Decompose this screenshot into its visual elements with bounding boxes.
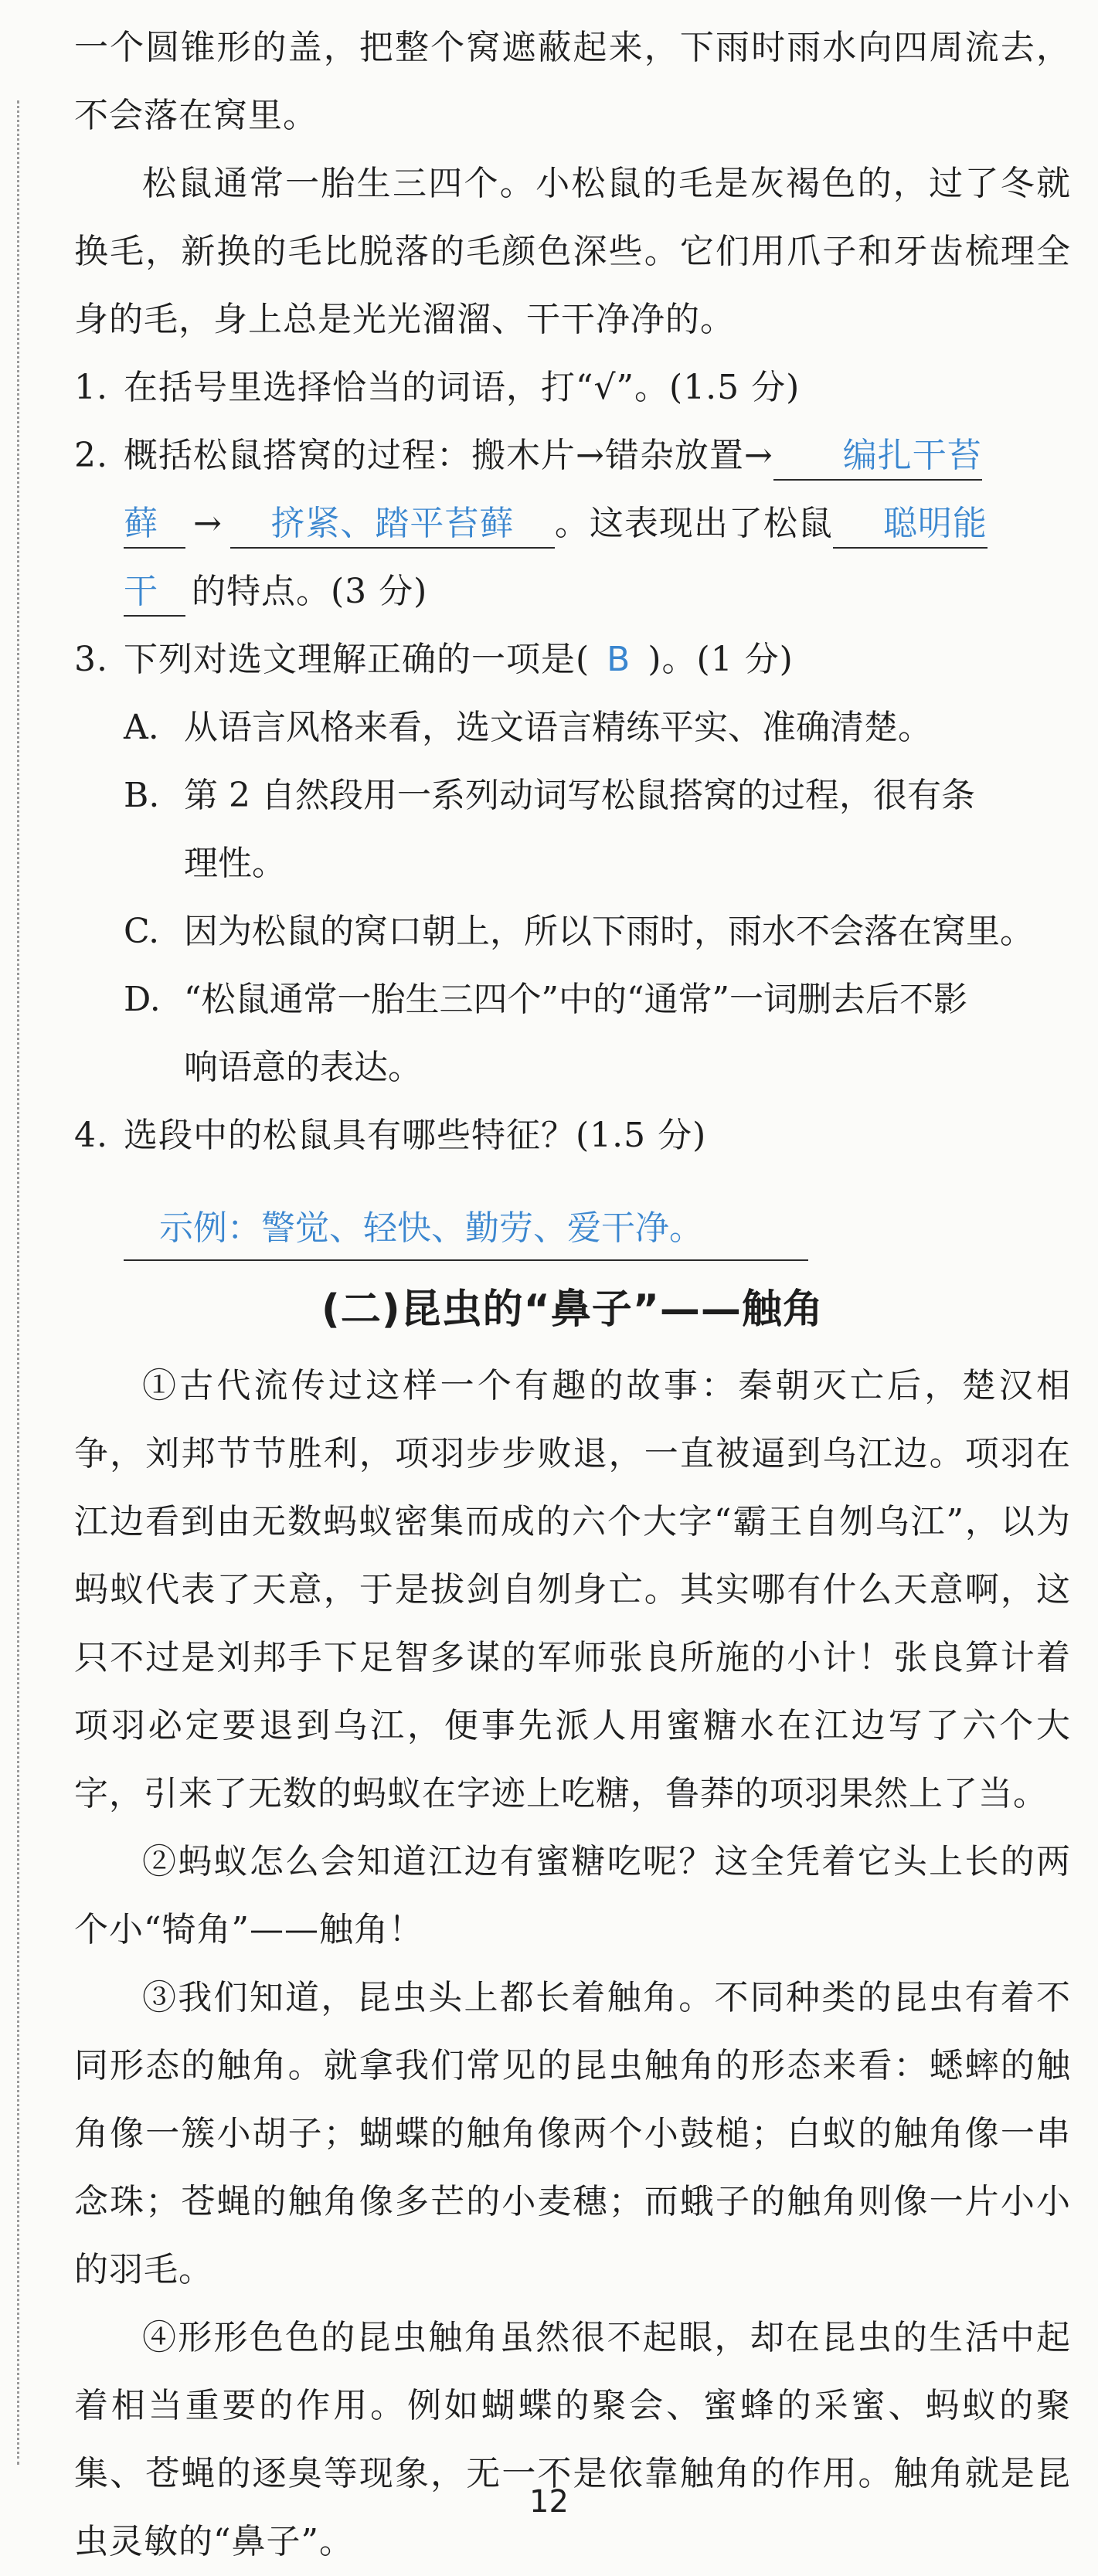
question-text-post: )。(1 分) — [648, 640, 794, 679]
question-text-post: 的特点。(3 分) — [192, 572, 428, 611]
option-b — [74, 762, 1071, 830]
option-text: 因为松鼠的窝口朝上，所以下雨时，雨水不会落在窝里。 — [184, 912, 1034, 951]
question-2-cont — [74, 490, 1071, 558]
question-2-cont-2 — [74, 558, 1071, 626]
page-number: 12 — [529, 2484, 569, 2520]
answer-blank-3: 聪明能 — [833, 501, 988, 549]
section2-paragraph-2: ②蚂蚁怎么会知道江边有蜜糖吃呢？这全凭着它头上长的两个小“犄角”——触角！ — [74, 1842, 1071, 1949]
option-a — [74, 694, 1071, 762]
section-2-heading: (二)昆虫的“鼻子”——触角 — [321, 1286, 824, 1333]
worksheet-page — [74, 0, 1071, 2576]
section2-paragraph-3: ③我们知道，昆虫头上都长着触角。不同种类的昆虫有着不同形态的触角。就拿我们常见的昆虫触角的形态来看：蟋蟀的触角像一簇小胡子；蝴蝶的触角像两个小鼓槌；白蚁的触角像一串念珠；苍蝇的触角像多芒的小麦穗；而蛾子的触角则像一片小小的羽毛。 — [74, 1978, 1071, 2289]
option-d-cont: 响语意的表达。 — [184, 1048, 422, 1087]
arrow: → — [193, 504, 223, 543]
question-1 — [74, 354, 1071, 422]
answer-blank-1-cont: 藓 — [124, 501, 185, 549]
answer-blank-1: 编扎干苔 — [773, 433, 982, 481]
question-number: 2. — [74, 436, 108, 475]
question-text-mid: 。这表现出了松鼠 — [554, 504, 833, 543]
question-3 — [74, 626, 1071, 694]
question-2 — [74, 422, 1071, 490]
option-letter: C. — [124, 912, 160, 951]
question-text: 下列对选文理解正确的一项是( — [124, 640, 590, 679]
question-4-answer: 示例：警觉、轻快、勤劳、爱干净。 — [124, 1198, 808, 1261]
option-text: “松鼠通常一胎生三四个”中的“通常”一词删去后不影 — [184, 980, 967, 1019]
question-number: 3. — [74, 640, 108, 679]
option-letter: D. — [124, 980, 161, 1019]
question-text: 在括号里选择恰当的词语，打“√”。(1.5 分) — [124, 368, 801, 407]
answer-blank-3-cont: 干 — [124, 569, 185, 617]
question-4 — [74, 1102, 1071, 1170]
option-text: 从语言风格来看，选文语言精练平实、准确清楚。 — [184, 708, 932, 747]
question-number: 4. — [74, 1116, 108, 1155]
option-d — [74, 966, 1071, 1034]
answer-choice: B — [607, 640, 631, 679]
section2-paragraph-4: ④形形色色的昆虫触角虽然很不起眼，却在昆虫的生活中起着相当重要的作用。例如蝴蝶的聚会、蜜蜂的采蜜、蚂蚁的聚集、苍蝇的逐臭等现象，无一不是依靠触角的作用。触角就是昆虫灵敏的“鼻子”。 — [74, 2318, 1071, 2561]
passage1-paragraph-2: 松鼠通常一胎生三四个。小松鼠的毛是灰褐色的，过了冬就换毛，新换的毛比脱落的毛颜色深些。它们用爪子和牙齿梳理全身的毛，身上总是光光溜溜、干干净净的。 — [74, 164, 1071, 339]
option-letter: B. — [124, 776, 160, 815]
option-text: 第 2 自然段用一系列动词写松鼠搭窝的过程，很有条 — [184, 776, 975, 815]
passage1-paragraph-1: 一个圆锥形的盖，把整个窝遮蔽起来，下雨时雨水向四周流去，不会落在窝里。 — [74, 28, 1071, 135]
binding-margin-dotted-line — [17, 100, 19, 2465]
option-letter: A. — [124, 708, 159, 747]
option-b-cont: 理性。 — [184, 844, 286, 883]
question-number: 1. — [74, 368, 108, 407]
section2-paragraph-1: ①古代流传过这样一个有趣的故事：秦朝灭亡后，楚汉相争，刘邦节节胜利，项羽步步败退，一直被逼到乌江边。项羽在江边看到由无数蚂蚁密集而成的六个大字“霸王自刎乌江”，以为蚂蚁代表了天意，于是拔剑自刎身亡。其实哪有什么天意啊，这只不过是刘邦手下足智多谋的军师张良所施的小计！张良算计着项羽必定要退到乌江，便事先派人用蜜糖水在江边写了六个大字，引来了无数的蚂蚁在字迹上吃糖，鲁莽的项羽果然上了当。 — [74, 1366, 1071, 1813]
option-c — [74, 898, 1071, 966]
answer-blank-2: 挤紧、踏平苔藓 — [230, 501, 555, 549]
question-text: 选段中的松鼠具有哪些特征？(1.5 分) — [124, 1116, 707, 1155]
question-text: 概括松鼠搭窝的过程：搬木片→错杂放置→ — [124, 436, 773, 475]
